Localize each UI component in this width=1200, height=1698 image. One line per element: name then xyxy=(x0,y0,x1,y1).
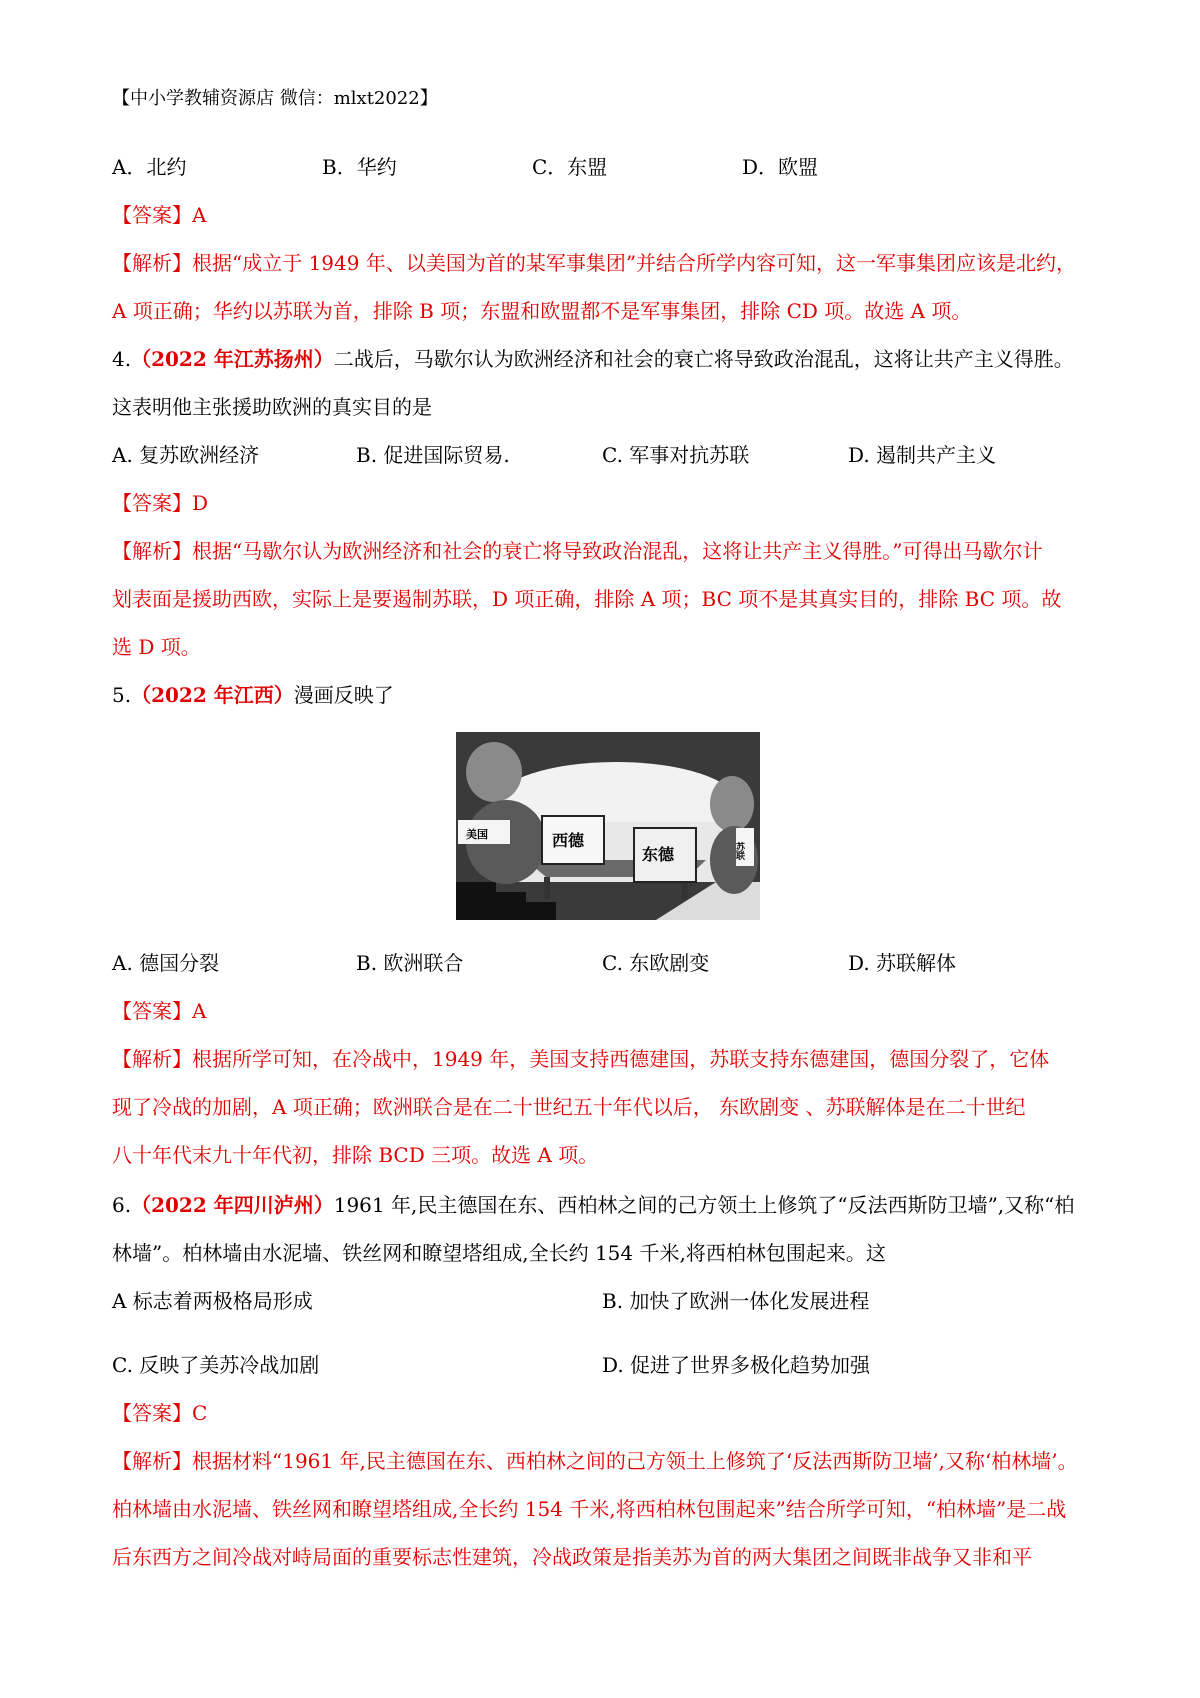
page-header: 【中小学教辅资源店 微信：mlxt2022】 xyxy=(112,88,438,109)
cartoon-label-ussr: 苏联 xyxy=(734,842,744,860)
q5-option-b: B. 欧洲联合 xyxy=(356,951,464,975)
q4-analysis-line-3: 选 D 项。 xyxy=(112,635,201,659)
q5-stem-text: 漫画反映了 xyxy=(293,683,394,707)
q5-stem xyxy=(112,680,394,710)
q5-number: 5. xyxy=(112,683,132,707)
q4-analysis-line-1 xyxy=(112,536,1042,566)
q6-stem-text-1: 1961 年,民主德国在东、西柏林之间的己方领土上修筑了“反法西斯防卫墙”,又称“柏 xyxy=(333,1193,1075,1217)
q4-stem-line-1 xyxy=(112,344,1074,374)
q4-number: 4. xyxy=(112,347,132,371)
q4-analysis-line-2: 划表面是援助西欧，实际上是要遏制苏联，D 项正确，排除 A 项；BC 项不是其真实目的，排除 BC 项。故 xyxy=(112,587,1062,611)
cartoon-label-usa: 美国 xyxy=(466,828,488,841)
q5-analysis-line-2: 现了冷战的加剧，A 项正确；欧洲联合是在二十世纪五十年代以后， 东欧剧变 、苏联解体是在二十世纪 xyxy=(112,1095,1026,1119)
cartoon-label-west: 西德 xyxy=(552,831,585,850)
cartoon-label-east: 东德 xyxy=(642,845,675,864)
q4-analysis-label: 【解析】 xyxy=(112,539,192,563)
q3-option-b: B．华约 xyxy=(322,155,397,179)
q6-analysis-label: 【解析】 xyxy=(112,1449,192,1473)
q6-analysis-text-1: 根据材料“1961 年,民主德国在东、西柏林之间的己方领土上修筑了‘反法西斯防卫墙’,又称‘柏林墙’。 xyxy=(192,1449,1078,1473)
q6-analysis-line-2: 柏林墙由水泥墙、铁丝网和瞭望塔组成,全长约 154 千米,将西柏林包围起来”结合所学可知，“柏林墙”是二战 xyxy=(112,1497,1067,1521)
q5-answer: 【答案】A xyxy=(112,999,207,1023)
q5-source: （2022 年江西） xyxy=(131,683,294,707)
q3-analysis-text-1: 根据“成立于 1949 年、以美国为首的某军事集团”并结合所学内容可知，这一军事集团应该是北约， xyxy=(192,251,1077,275)
q4-analysis-text-1: 根据“马歇尔认为欧洲经济和社会的衰亡将导致政治混乱，这将让共产主义得胜。”可得出马歇尔计 xyxy=(192,539,1043,563)
q4-option-d: D. 遏制共产主义 xyxy=(848,443,997,467)
q3-option-d: D．欧盟 xyxy=(742,155,819,179)
q4-stem-text-1: 二战后，马歇尔认为欧洲经济和社会的衰亡将导致政治混乱，这将让共产主义得胜。 xyxy=(333,347,1074,371)
q6-number: 6. xyxy=(112,1193,132,1217)
q6-option-a: A 标志着两极格局形成 xyxy=(112,1289,313,1313)
q6-stem-line-1 xyxy=(112,1190,1074,1220)
q6-answer: 【答案】C xyxy=(112,1401,208,1425)
q6-analysis-line-1 xyxy=(112,1446,1078,1476)
q4-option-b: B. 促进国际贸易. xyxy=(356,443,510,467)
q4-answer: 【答案】D xyxy=(112,491,209,515)
q6-option-d: D. 促进了世界多极化趋势加强 xyxy=(602,1353,871,1377)
q6-source: （2022 年四川泸州） xyxy=(131,1193,334,1217)
q3-option-a: A．北约 xyxy=(112,155,187,179)
q3-option-c: C．东盟 xyxy=(532,155,608,179)
q3-answer: 【答案】A xyxy=(112,203,207,227)
q5-option-d: D. 苏联解体 xyxy=(848,951,957,975)
q6-analysis-line-3: 后东西方之间冷战对峙局面的重要标志性建筑，冷战政策是指美苏为首的两大集团之间既非战争又非和平 xyxy=(112,1545,1032,1569)
q5-analysis-label: 【解析】 xyxy=(112,1047,192,1071)
q3-analysis-line-1 xyxy=(112,248,1076,278)
q5-analysis-text-1: 根据所学可知，在冷战中，1949 年，美国支持西德建国，苏联支持东德建国，德国分裂了，它体 xyxy=(192,1047,1050,1071)
q4-source: （2022 年江苏扬州） xyxy=(131,347,334,371)
q5-analysis-line-3: 八十年代末九十年代初，排除 BCD 三项。故选 A 项。 xyxy=(112,1143,599,1167)
q3-analysis-line-2: A 项正确；华约以苏联为首，排除 B 项；东盟和欧盟都不是军事集团，排除 CD 项。故选 A 项。 xyxy=(112,299,972,323)
q5-option-c: C. 东欧剧变 xyxy=(602,951,710,975)
q4-option-a: A. 复苏欧洲经济 xyxy=(112,443,260,467)
q5-option-a: A. 德国分裂 xyxy=(112,951,220,975)
cold-war-cartoon xyxy=(456,732,760,920)
q6-stem-line-2: 林墙”。柏林墙由水泥墙、铁丝网和瞭望塔组成,全长约 154 千米,将西柏林包围起来。这 xyxy=(112,1241,886,1265)
q6-option-c: C. 反映了美苏冷战加剧 xyxy=(112,1353,320,1377)
q5-analysis-line-1 xyxy=(112,1044,1049,1074)
q6-option-b: B. 加快了欧洲一体化发展进程 xyxy=(602,1289,870,1313)
q3-analysis-label: 【解析】 xyxy=(112,251,192,275)
q4-stem-line-2: 这表明他主张援助欧洲的真实目的是 xyxy=(112,395,432,419)
q4-option-c: C. 军事对抗苏联 xyxy=(602,443,750,467)
